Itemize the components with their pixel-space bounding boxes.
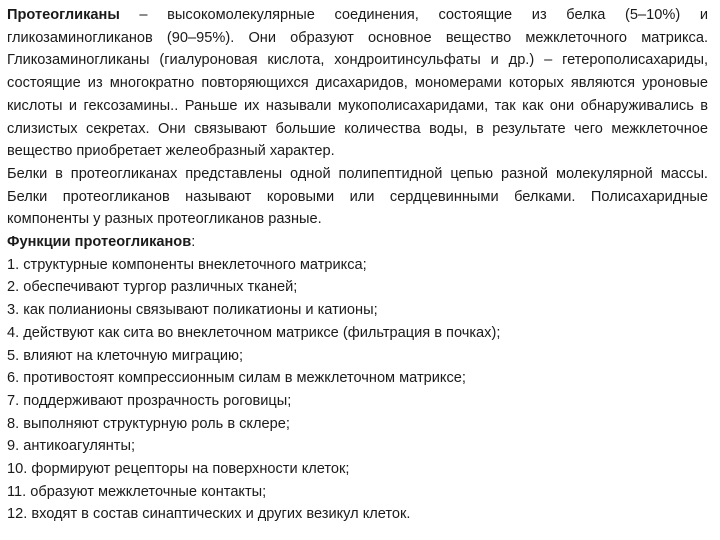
functions-heading: [7, 231, 708, 254]
list-item: 5. влияют на клеточную миграцию;: [7, 347, 244, 364]
list-item: 9. антикоагулянты;: [7, 438, 136, 455]
list-item: 4. действуют как сита во внеклеточном матриксе (фильтрация в почках);: [7, 324, 501, 341]
term-proteoglycans: Протеогликаны: [7, 7, 120, 23]
intro-paragraph: [7, 4, 708, 163]
intro-text: – высокомолекулярные соединения, состоящие из белка (5–10%) и гликозаминогликанов (90–95%). Они образуют основное вещество межклеточного матрикса. Гликозаминогликаны (гиалуроновая кислота, хондроитинсульфаты и др.) – гетерополисахариды, состоящие из многократно повторяющихся дисахаридов, мономерами которых являются уроновые кислоты и гексозамины.. Раньше их называли мукополисахаридами, так как они обнаруживались в слизистых секретах. Они связывают большие количества воды, в результате чего межклеточное вещество приобретает желеобразный характер.: [7, 7, 708, 160]
proteins-paragraph: Белки в протеогликанах представлены одной полипептидной цепью разной молекулярной массы. Белки протеогликанов называют коровыми или сердцевинными белками. Полисахаридные компоненты у разных протеогликанов разные.: [7, 165, 708, 228]
functions-heading-text: Функции протеогликанов: [7, 234, 192, 251]
list-item: 10. формируют рецепторы на поверхности клеток;: [7, 461, 350, 478]
list-item: 8. выполняют структурную роль в склере;: [7, 415, 290, 432]
list-item: 2. обеспечивают тургор различных тканей;: [7, 279, 298, 296]
list-item: 11. образуют межклеточные контакты;: [7, 483, 267, 500]
list-item: 12. входят в состав синаптических и других везикул клеток.: [7, 506, 411, 523]
functions-heading-colon: :: [191, 234, 196, 251]
list-item: 6. противостоят компрессионным силам в межклеточном матриксе;: [7, 370, 466, 387]
list-item: 1. структурные компоненты внеклеточного матрикса;: [7, 256, 367, 273]
list-item: 3. как полианионы связывают поликатионы и катионы;: [7, 302, 378, 319]
list-item: 7. поддерживают прозрачность роговицы;: [7, 392, 292, 409]
functions-list: [7, 254, 708, 526]
